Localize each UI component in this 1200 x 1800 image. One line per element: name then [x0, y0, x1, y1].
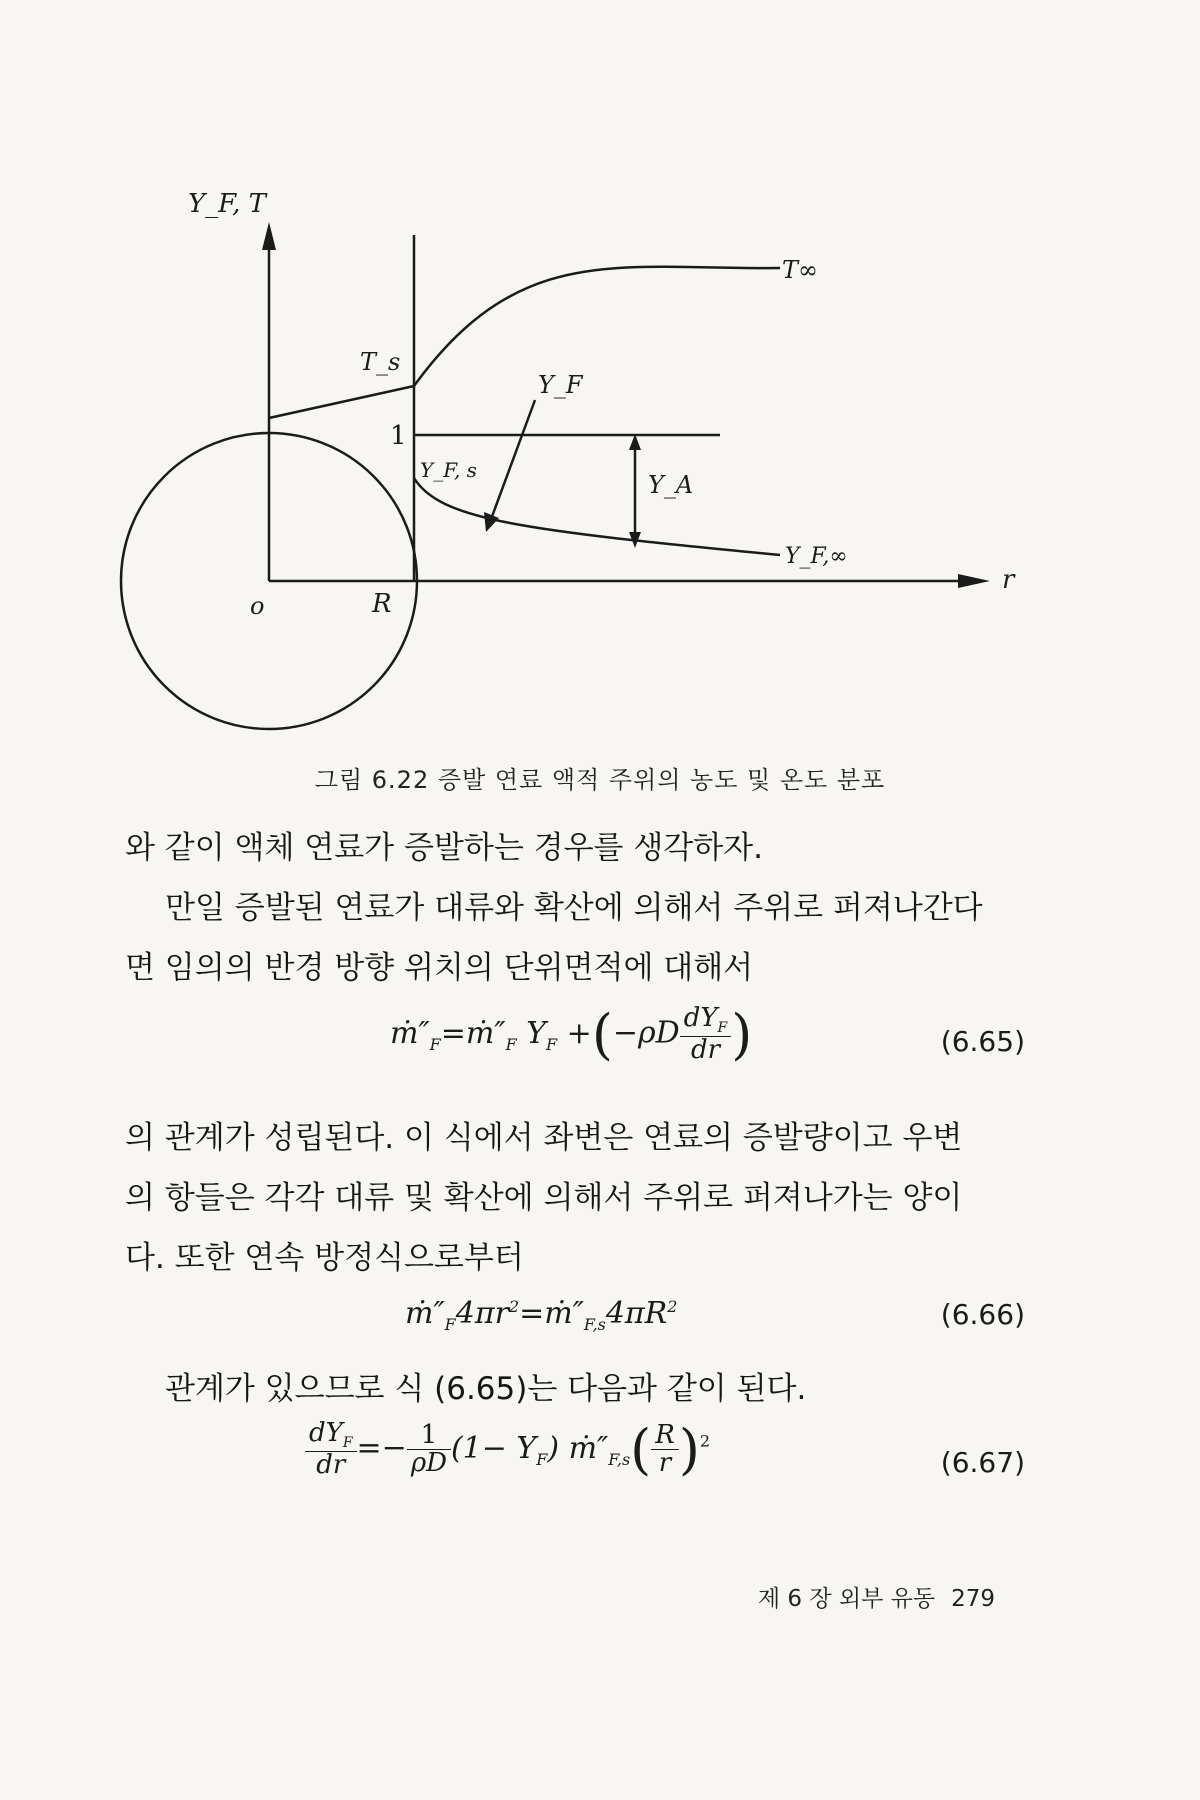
page-footer	[758, 1580, 995, 1613]
equation-number-6-65: (6.65)	[940, 1025, 1025, 1058]
paragraph-line-3: 면 임의의 반경 방향 위치의 단위면적에 대해서	[125, 950, 754, 986]
equation-6-66: $ṁ''_F4\pi r^2=ṁ''_{F,s}4\pi R^2$	[405, 1296, 678, 1334]
radius-label: R	[372, 589, 392, 619]
ya-up-arrowhead	[629, 434, 641, 450]
equation-number-6-67: (6.67)	[940, 1446, 1025, 1479]
yf-label: Y_F	[538, 371, 583, 399]
r-axis-arrowhead	[958, 574, 990, 588]
yf-infinity-label: Y_F,∞	[785, 544, 848, 569]
paragraph-line-5: 의 항들은 각각 대류 및 확산에 의해서 주위로 퍼져나가는 양이	[125, 1180, 963, 1216]
figure-caption: 그림 6.22 증발 연료 액적 주위의 농도 및 온도 분포	[314, 766, 886, 794]
equation-6-67: $\frac{dY_F}{dr}$ =− $\frac{1}{\rho D}$ $(1- Y_F)$ $ṁ''_{F,s}$( $\frac{R}{r}$ )$^2$	[305, 1420, 710, 1479]
yf-arrowhead	[484, 512, 499, 532]
paragraph-line-2: 만일 증발된 연료가 대류와 확산에 의해서 주위로 퍼져나간다	[165, 890, 983, 926]
paragraph-line-7: 관계가 있으므로 식 (6.65)는 다음과 같이 된다.	[165, 1371, 807, 1407]
ya-label: Y_A	[648, 471, 694, 499]
page-number: 279	[951, 1586, 995, 1612]
paragraph-line-4: 의 관계가 성립된다. 이 식에서 좌변은 연료의 증발량이고 우변	[125, 1120, 963, 1156]
paragraph-line-6: 다. 또한 연속 방정식으로부터	[125, 1240, 524, 1276]
yf-pointer-arrow	[490, 400, 535, 522]
unity-label: 1	[390, 421, 407, 451]
t-infinity-label: T∞	[782, 256, 818, 284]
temperature-inner-line	[269, 386, 414, 418]
equation-number-6-66: (6.66)	[940, 1298, 1025, 1331]
equation-6-65-row	[0, 1002, 1200, 1085]
chapter-title: 제 6 장 외부 유동	[757, 1586, 936, 1612]
equation-6-66-row	[0, 1290, 1200, 1370]
temperature-curve	[414, 267, 780, 386]
concentration-temperature-figure	[0, 0, 1200, 760]
equation-6-67-row	[0, 1417, 1200, 1500]
origin-label: o	[250, 592, 265, 620]
t-surface-label: T_s	[360, 348, 401, 376]
y-axis-label: Y_F, T	[188, 189, 267, 219]
yfs-label: Y_F, s	[420, 458, 477, 482]
r-axis-label: r	[1002, 565, 1015, 595]
equation-6-65: $ṁ''_F=ṁ''_F$ $Y_F +(-\rho D$ $\frac{dY_F}{dr}$ )	[390, 1002, 753, 1066]
y-axis-arrowhead	[262, 222, 276, 250]
paragraph-line-1: 와 같이 액체 연료가 증발하는 경우를 생각하자.	[125, 830, 763, 866]
fuel-fraction-curve	[414, 478, 780, 555]
